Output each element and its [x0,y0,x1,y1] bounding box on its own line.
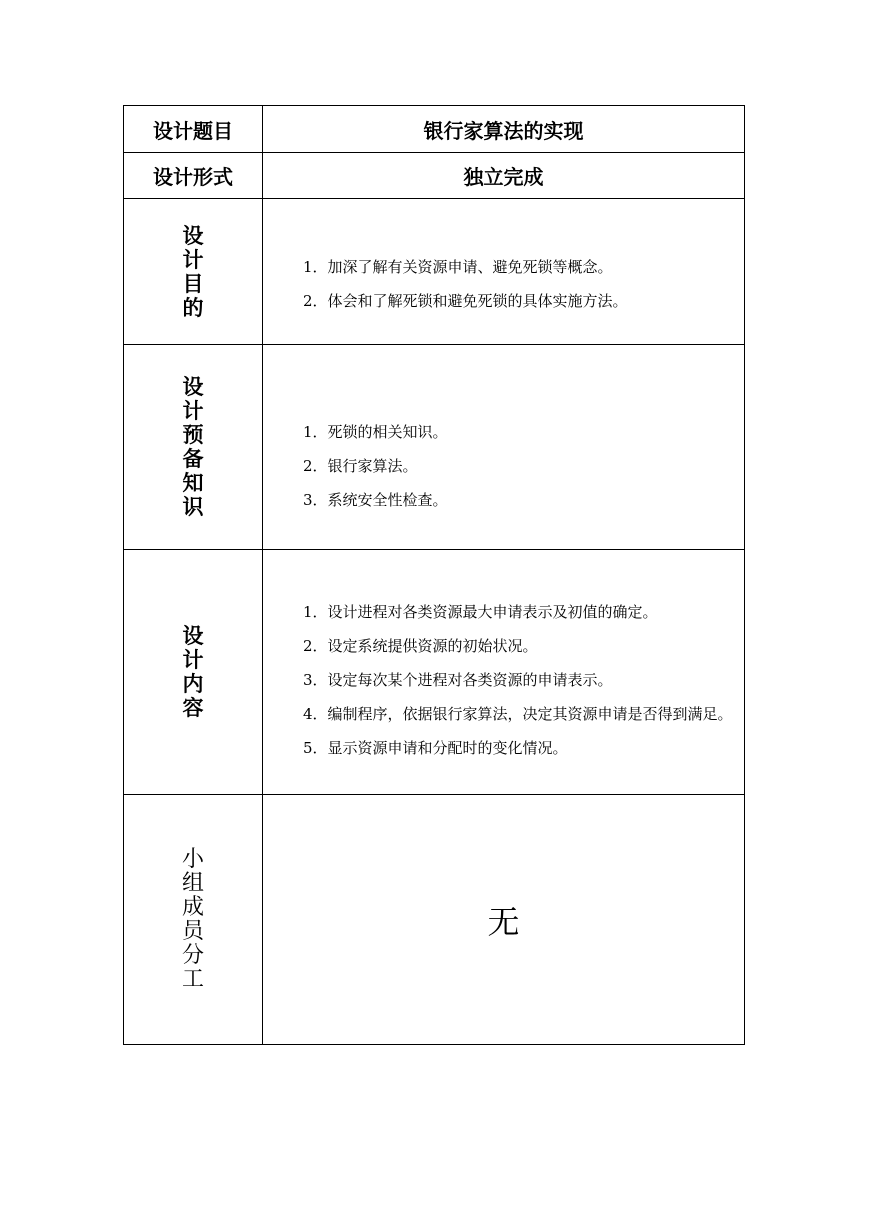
content-item: 2．设定系统提供资源的初始状况。 [303,637,538,655]
division-value: 无 [487,902,520,941]
content-item: 4．编制程序，依据银行家算法，决定其资源申请是否得到满足。 [303,705,733,723]
form-value: 独立完成 [263,153,745,199]
title-label: 设计题目 [124,106,263,153]
purpose-item: 2．体会和了解死锁和避免死锁的具体实施方法。 [303,291,628,310]
division-label: 小组成员分工 [181,846,204,992]
content-item: 1．设计进程对各类资源最大申请表示及初值的确定。 [303,603,658,621]
content-label: 设计内容 [182,624,204,720]
prerequisite-label: 设计预备知识 [182,375,204,519]
prerequisite-item: 2．银行家算法。 [303,457,418,475]
form-row [124,153,745,199]
design-info-table [123,105,745,1045]
form-label: 设计形式 [124,153,263,199]
content-item: 5．显示资源申请和分配时的变化情况。 [303,739,568,757]
title-row [124,106,745,153]
purpose-label: 设计目的 [182,223,204,320]
title-value: 银行家算法的实现 [263,106,745,153]
purpose-item: 1．加深了解有关资源申请、避免死锁等概念。 [303,257,613,276]
purpose-row [124,199,745,345]
prerequisite-row [124,345,745,550]
content-row [124,550,745,795]
prerequisite-item: 1．死锁的相关知识。 [303,423,448,441]
division-row [124,795,745,1045]
content-item: 3．设定每次某个进程对各类资源的申请表示。 [303,671,613,689]
prerequisite-item: 3．系统安全性检查。 [303,491,448,509]
